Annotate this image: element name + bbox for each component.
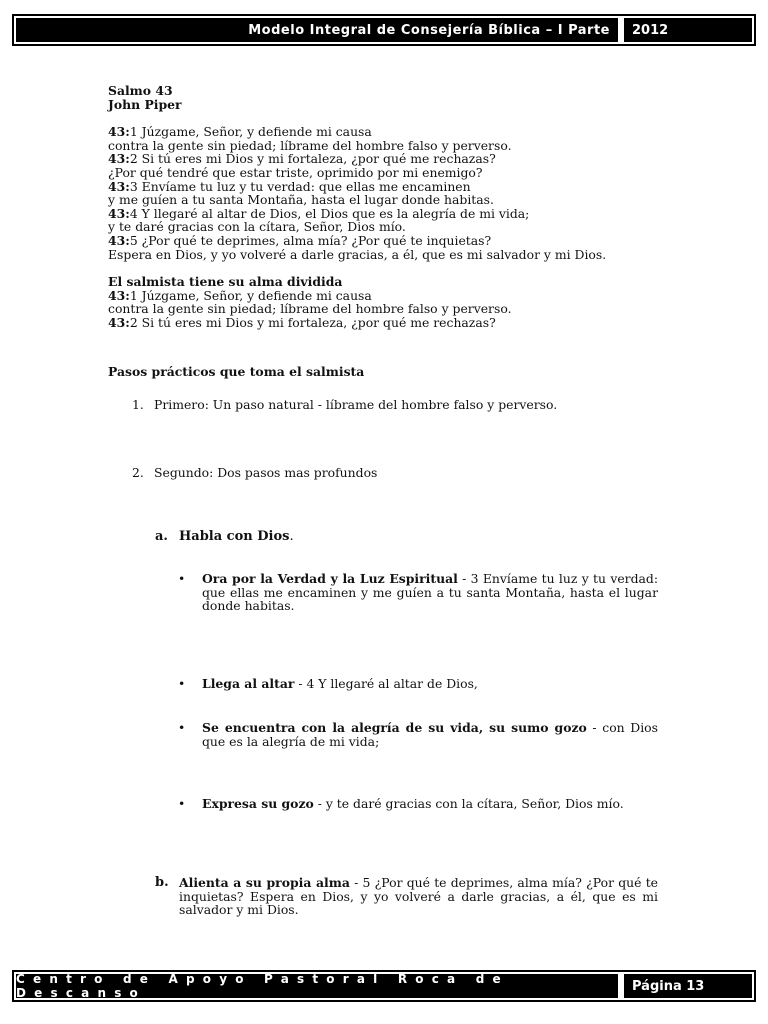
document-body	[108, 84, 658, 330]
psalm-line: 43:2 Si tú eres mi Dios y mi fortaleza, ¿por qué me rechazas?	[108, 151, 496, 167]
header-year: 2012	[624, 18, 752, 42]
psalm-line: 43:1 Júzgame, Señor, y defiende mi causa	[108, 124, 372, 140]
header-title: Modelo Integral de Consejería Bíblica – I Parte	[16, 18, 618, 42]
bullet-item: • Llega al altar - 4 Y llegaré al altar de Dios,	[178, 676, 478, 691]
bullet-item: • Se encuentra con la alegría de su vida, su sumo gozo - con Dios que es la alegría de mi vida;	[178, 720, 658, 749]
doc-author: John Piper	[108, 96, 182, 112]
section-heading-steps: Pasos prácticos que toma el salmista	[108, 364, 365, 379]
footer-page-number: Página 13	[624, 974, 752, 998]
psalm-line: 43:1 Júzgame, Señor, y defiende mi causa	[108, 287, 372, 303]
bullet-item: • Ora por la Verdad y la Luz Espiritual - 3 Envíame tu luz y tu verdad: que ellas me encaminen y me guíen a tu santa Montaña, hasta el lugar donde habitas.	[178, 571, 659, 614]
psalm-line: contra la gente sin piedad; líbrame del hombre falso y perverso.	[108, 137, 512, 153]
sub-item-b: b. Alienta a su propia alma - 5 ¿Por qué te deprimes, alma mía? ¿Por qué te inquietas? Espera en Dios, y yo volveré a darle gracias, a él, que es mi salvador y mi Dios.	[155, 875, 659, 918]
doc-title: Salmo 43	[108, 83, 173, 98]
psalm-line: y me guíen a tu santa Montaña, hasta el lugar donde habitas.	[108, 192, 494, 208]
section-heading-divided: El salmista tiene su alma dividida	[108, 274, 343, 290]
list-item: 2. Segundo: Dos pasos mas profundos	[132, 465, 378, 480]
psalm-line: y te daré gracias con la cítara, Señor, Dios mío.	[108, 219, 406, 235]
divided-text	[108, 289, 658, 330]
bullet-item: • Expresa su gozo - y te daré gracias con la cítara, Señor, Dios mío.	[178, 796, 624, 811]
list-item: 1. Primero: Un paso natural - líbrame del hombre falso y perverso.	[132, 397, 558, 412]
bullet-dot-icon: •	[178, 676, 186, 691]
psalm-line: 43:4 Y llegaré al altar de Dios, el Dios que es la alegría de mi vida;	[108, 205, 530, 221]
psalm-line: Espera en Dios, y yo volveré a darle gracias, a él, que es mi salvador y mi Dios.	[108, 246, 607, 262]
psalm-line: 43:2 Si tú eres mi Dios y mi fortaleza, ¿por qué me rechazas?	[108, 314, 496, 330]
psalm-text	[108, 125, 658, 261]
sub-item-a: a. Habla con Dios.	[155, 529, 294, 544]
psalm-line: contra la gente sin piedad; líbrame del hombre falso y perverso.	[108, 301, 512, 317]
footer-org: Centro de Apoyo Pastoral Roca de Descanso	[16, 974, 618, 998]
psalm-line: 43:3 Envíame tu luz y tu verdad: que ellas me encaminen	[108, 178, 471, 194]
bullet-dot-icon: •	[178, 720, 186, 735]
bullet-dot-icon: •	[178, 796, 186, 811]
psalm-line: ¿Por qué tendré que estar triste, oprimido por mi enemigo?	[108, 164, 483, 180]
page-header	[12, 14, 756, 46]
bullet-dot-icon: •	[178, 571, 186, 586]
psalm-line: 43:5 ¿Por qué te deprimes, alma mía? ¿Por qué te inquietas?	[108, 232, 492, 248]
page-footer	[12, 970, 756, 1002]
